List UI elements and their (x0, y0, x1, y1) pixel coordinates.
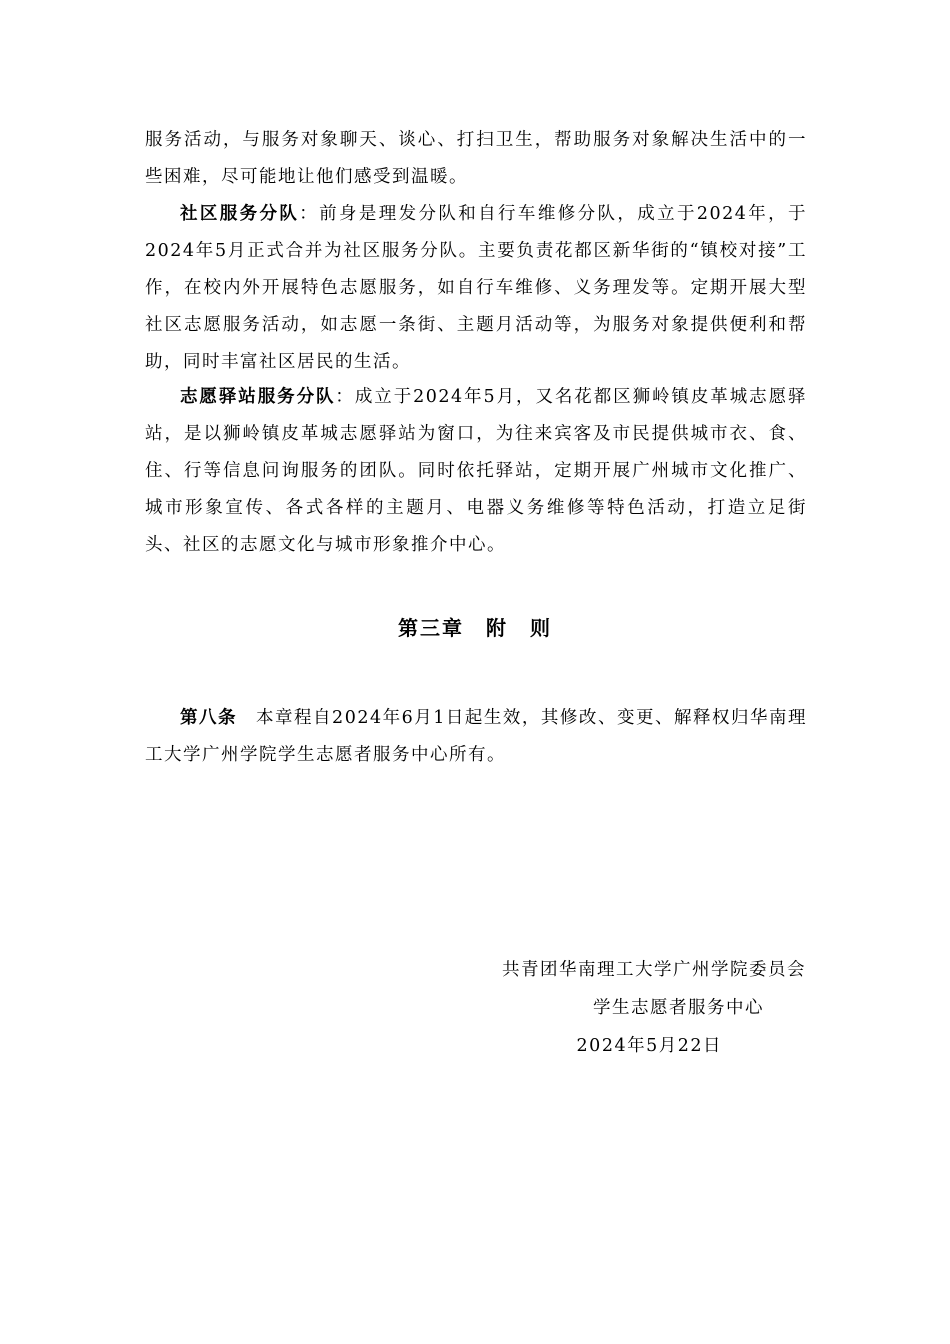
signature-department: 学生志愿者服务中心 (593, 998, 764, 1018)
paragraph-station-team (145, 379, 807, 564)
paragraph-text: 服务活动，与服务对象聊天、谈心、打扫卫生，帮助服务对象解决生活中的一些困难，尽可能地让他们感受到温暖。 (145, 130, 807, 187)
paragraph-continuation (145, 122, 807, 196)
team-description: ：成立于2024年5月，又名花都区狮岭镇皮革城志愿驿站，是以狮岭镇皮革城志愿驿站为窗口，为往来宾客及市民提供城市衣、食、住、行等信息问询服务的团队。同时依托驿站，定期开展广州城市文化推广、城市形象宣传、各式各样的主题月、电器义务维修等特色活动，打造立足街头、社区的志愿文化与城市形象推介中心。 (145, 387, 807, 555)
paragraph-body (145, 196, 807, 381)
signature-block (470, 951, 806, 1065)
article-eight (145, 700, 807, 774)
article-label: 第八条 (180, 708, 238, 728)
signature-organization: 共青团华南理工大学广州学院委员会 (502, 960, 806, 980)
signature-date: 2024年5月22日 (576, 1036, 722, 1056)
article-body (145, 700, 807, 774)
paragraph-community-team (145, 196, 807, 381)
article-text: 本章程自2024年6月1日起生效，其修改、变更、解释权归华南理工大学广州学院学生志愿者服务中心所有。 (145, 708, 808, 765)
team-label: 志愿驿站服务分队 (180, 387, 336, 407)
team-label: 社区服务分队 (180, 204, 300, 224)
paragraph-body (145, 379, 807, 564)
team-description: ：前身是理发分队和自行车维修分队，成立于2024年，于2024年5月正式合并为社区服务分队。主要负责花都区新华街的“镇校对接”工作，在校内外开展特色志愿服务，如自行车维修、义务理发等。定期开展大型社区志愿服务活动，如志愿一条街、主题月活动等，为服务对象提供便利和帮助，同时丰富社区居民的生活。 (145, 204, 808, 372)
chapter-title: 第三章 附 则 (398, 616, 552, 640)
